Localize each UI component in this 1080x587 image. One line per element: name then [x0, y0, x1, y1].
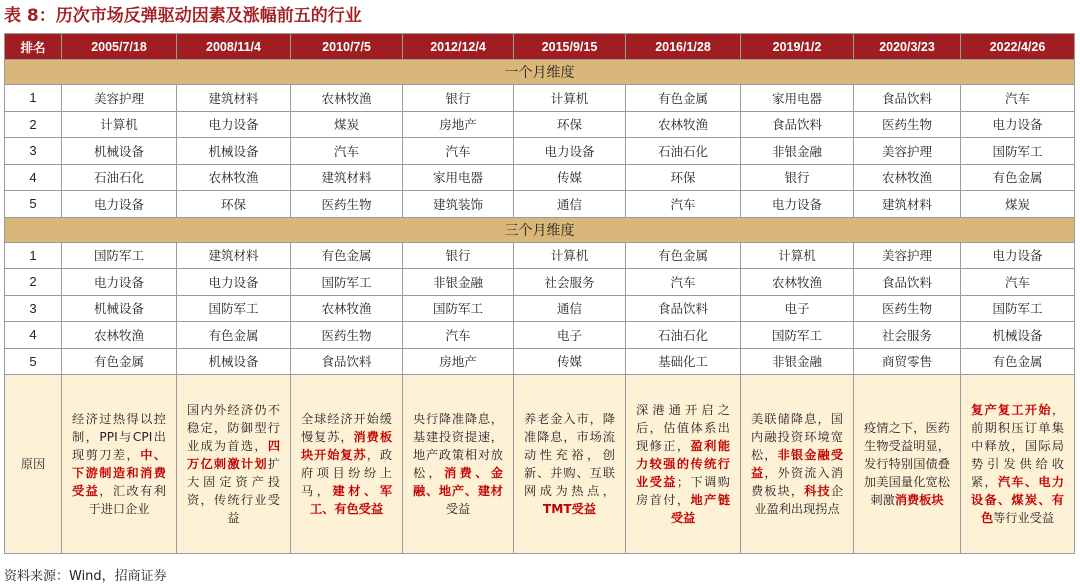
highlight-text: TMT受益: [542, 502, 597, 516]
reason-row: [5, 375, 1075, 554]
industry-cell: 环保: [626, 164, 741, 191]
highlight-text: 中、下游制造和消费受益: [72, 448, 167, 498]
industry-cell: 建筑装饰: [403, 191, 514, 218]
reason-cell: [741, 375, 854, 554]
highlight-text: 消费、金融、地产、建材: [413, 466, 503, 498]
industry-cell: 建筑材料: [177, 242, 291, 269]
highlight-text: 科技: [804, 484, 831, 498]
rank-cell: 1: [5, 242, 62, 269]
industry-cell: 房地产: [403, 348, 514, 375]
industry-cell: 有色金属: [177, 322, 291, 349]
industry-cell: 电力设备: [961, 111, 1075, 138]
reason-text: ，汇改有利于进口企业: [88, 484, 167, 516]
reason-cell: [961, 375, 1075, 554]
industry-rebound-table: [4, 33, 1075, 554]
rank-cell: 2: [5, 269, 62, 296]
date-header: 2019/1/2: [741, 34, 854, 60]
industry-cell: 国防军工: [961, 138, 1075, 165]
industry-cell: 农林牧渔: [177, 164, 291, 191]
reason-text: 全球经济开始缓慢复苏，: [301, 412, 392, 444]
industry-cell: 食品饮料: [854, 269, 961, 296]
highlight-text: 消费板块开始复苏: [301, 430, 393, 462]
industry-cell: 有色金属: [626, 242, 741, 269]
table-row: [5, 295, 1075, 322]
industry-cell: 国防军工: [177, 295, 291, 322]
industry-cell: 有色金属: [291, 242, 403, 269]
reason-text: 扩大固定资产投资，传统行业受益: [187, 457, 280, 525]
table-row: [5, 191, 1075, 218]
table-row: [5, 269, 1075, 296]
industry-cell: 商贸零售: [854, 348, 961, 375]
table-row: [5, 111, 1075, 138]
reason-cell: [62, 375, 177, 554]
industry-cell: 有色金属: [961, 348, 1075, 375]
industry-cell: 计算机: [62, 111, 177, 138]
industry-cell: 机械设备: [62, 138, 177, 165]
rank-cell: 1: [5, 85, 62, 112]
reason-text: ；下调购房首付，: [636, 475, 730, 507]
reason-text: 深港通开启之后，估值体系出现修正，: [636, 403, 730, 453]
industry-cell: 计算机: [514, 85, 626, 112]
highlight-text: 地产链受益: [670, 493, 731, 525]
reason-cell: [514, 375, 626, 554]
date-header: 2010/7/5: [291, 34, 403, 60]
industry-cell: 环保: [177, 191, 291, 218]
industry-cell: 汽车: [291, 138, 403, 165]
industry-cell: 电力设备: [514, 138, 626, 165]
industry-cell: 煤炭: [291, 111, 403, 138]
industry-cell: 国防军工: [961, 295, 1075, 322]
highlight-text: 消费板块: [894, 493, 944, 507]
rank-header: 排名: [5, 34, 62, 60]
industry-cell: 农林牧渔: [291, 85, 403, 112]
reason-text: ，前期积压订单集中释放，国际局势引发供给收紧，: [971, 403, 1064, 489]
industry-cell: 煤炭: [961, 191, 1075, 218]
industry-cell: 有色金属: [626, 85, 741, 112]
reason-text: 经济过热得以控制，PPI与CPI出现剪刀差，: [72, 412, 166, 462]
reason-text: ，外资流入消费板块，: [751, 466, 844, 498]
reason-text: 疫情之下，医药生物受益明显，发行特别国债叠加美国量化宽松刺激: [864, 421, 950, 507]
industry-cell: 传媒: [514, 164, 626, 191]
industry-cell: 农林牧渔: [741, 269, 854, 296]
highlight-text: 建材、军工、有色受益: [309, 484, 393, 516]
industry-cell: 电力设备: [62, 191, 177, 218]
highlight-text: 复产复工开始: [971, 403, 1052, 417]
industry-cell: 建筑材料: [177, 85, 291, 112]
date-header: 2005/7/18: [62, 34, 177, 60]
industry-cell: 食品饮料: [741, 111, 854, 138]
industry-cell: 建筑材料: [291, 164, 403, 191]
industry-cell: 医药生物: [291, 191, 403, 218]
industry-cell: 建筑材料: [854, 191, 961, 218]
industry-cell: 社会服务: [514, 269, 626, 296]
reason-text: 美联储降息，国内融投资环境宽松，: [751, 412, 843, 462]
industry-cell: 机械设备: [961, 322, 1075, 349]
highlight-text: 非银金融受益: [751, 448, 844, 480]
highlight-text: 四万亿刺激计划: [187, 439, 280, 471]
industry-cell: 有色金属: [961, 164, 1075, 191]
table-row: [5, 85, 1075, 112]
industry-cell: 石油石化: [626, 322, 741, 349]
industry-cell: 传媒: [514, 348, 626, 375]
industry-cell: 美容护理: [62, 85, 177, 112]
rank-cell: 5: [5, 348, 62, 375]
industry-cell: 基础化工: [626, 348, 741, 375]
reason-text: 国内外经济仍不稳定，防御型行业成为首选，: [187, 403, 280, 453]
industry-cell: 家用电器: [403, 164, 514, 191]
reason-text: 养老金入市，降准降息，市场流动性充裕，创新、并购、互联网成为热点，: [524, 412, 615, 498]
industry-cell: 电子: [741, 295, 854, 322]
industry-cell: 房地产: [403, 111, 514, 138]
industry-cell: 食品饮料: [854, 85, 961, 112]
industry-cell: 非银金融: [741, 138, 854, 165]
industry-cell: 汽车: [961, 85, 1075, 112]
industry-cell: 计算机: [741, 242, 854, 269]
table-row: [5, 138, 1075, 165]
rank-cell: 5: [5, 191, 62, 218]
reason-text: ，政府项目纷纷上马，: [301, 448, 393, 498]
reason-text: 央行降准降息，基建投资提速，地产政策相对放松，: [413, 412, 503, 480]
industry-cell: 国防军工: [403, 295, 514, 322]
reason-cell: [177, 375, 291, 554]
reason-cell: [291, 375, 403, 554]
rank-cell: 2: [5, 111, 62, 138]
reason-text: 等行业受益: [993, 511, 1055, 525]
table-row: [5, 348, 1075, 375]
section-row: [5, 60, 1075, 85]
industry-cell: 国防军工: [62, 242, 177, 269]
industry-cell: 食品饮料: [626, 295, 741, 322]
industry-cell: 电力设备: [741, 191, 854, 218]
industry-cell: 石油石化: [626, 138, 741, 165]
industry-cell: 汽车: [403, 138, 514, 165]
industry-cell: 环保: [514, 111, 626, 138]
industry-cell: 计算机: [514, 242, 626, 269]
industry-cell: 家用电器: [741, 85, 854, 112]
industry-cell: 电子: [514, 322, 626, 349]
highlight-text: 汽车、电力设备、煤炭、有色: [971, 475, 1064, 525]
industry-cell: 国防军工: [291, 269, 403, 296]
industry-cell: 银行: [403, 242, 514, 269]
industry-cell: 医药生物: [854, 295, 961, 322]
industry-cell: 食品饮料: [291, 348, 403, 375]
industry-cell: 机械设备: [177, 348, 291, 375]
industry-cell: 电力设备: [961, 242, 1075, 269]
date-header: 2012/12/4: [403, 34, 514, 60]
rank-cell: 4: [5, 322, 62, 349]
industry-cell: 医药生物: [291, 322, 403, 349]
table-row: [5, 242, 1075, 269]
industry-cell: 美容护理: [854, 138, 961, 165]
rank-cell: 3: [5, 138, 62, 165]
table-row: [5, 164, 1075, 191]
industry-cell: 汽车: [961, 269, 1075, 296]
industry-cell: 美容护理: [854, 242, 961, 269]
source-note: 资料来源：Wind，招商证券: [4, 569, 167, 584]
industry-cell: 机械设备: [177, 138, 291, 165]
industry-cell: 汽车: [626, 191, 741, 218]
industry-cell: 石油石化: [62, 164, 177, 191]
section-label: 一个月维度: [5, 60, 1075, 85]
industry-cell: 通信: [514, 191, 626, 218]
reason-cell: [854, 375, 961, 554]
reason-label: 原因: [5, 375, 62, 554]
reason-text: 企业盈利出现拐点: [754, 484, 844, 516]
industry-cell: 非银金融: [741, 348, 854, 375]
industry-cell: 农林牧渔: [626, 111, 741, 138]
industry-cell: 电力设备: [177, 111, 291, 138]
industry-cell: 有色金属: [62, 348, 177, 375]
section-label: 三个月维度: [5, 217, 1075, 242]
industry-cell: 通信: [514, 295, 626, 322]
industry-cell: 农林牧渔: [291, 295, 403, 322]
industry-cell: 银行: [741, 164, 854, 191]
date-header: 2008/11/4: [177, 34, 291, 60]
industry-cell: 国防军工: [741, 322, 854, 349]
date-header: 2016/1/28: [626, 34, 741, 60]
industry-cell: 农林牧渔: [854, 164, 961, 191]
date-header: 2015/9/15: [514, 34, 626, 60]
section-row: [5, 217, 1075, 242]
industry-cell: 汽车: [626, 269, 741, 296]
table-row: [5, 322, 1075, 349]
industry-cell: 医药生物: [854, 111, 961, 138]
industry-cell: 社会服务: [854, 322, 961, 349]
date-header: 2022/4/26: [961, 34, 1075, 60]
highlight-text: 盈利能力较强的传统行业受益: [636, 439, 731, 489]
industry-cell: 电力设备: [62, 269, 177, 296]
industry-cell: 农林牧渔: [62, 322, 177, 349]
table-title: 表 8：历次市场反弹驱动因素及涨幅前五的行业: [4, 6, 362, 26]
rank-cell: 4: [5, 164, 62, 191]
date-header: 2020/3/23: [854, 34, 961, 60]
reason-cell: [403, 375, 514, 554]
industry-cell: 汽车: [403, 322, 514, 349]
industry-cell: 银行: [403, 85, 514, 112]
reason-text: 受益: [445, 502, 471, 516]
industry-cell: 机械设备: [62, 295, 177, 322]
header-row: [5, 34, 1075, 60]
industry-cell: 电力设备: [177, 269, 291, 296]
reason-cell: [626, 375, 741, 554]
rank-cell: 3: [5, 295, 62, 322]
industry-cell: 非银金融: [403, 269, 514, 296]
